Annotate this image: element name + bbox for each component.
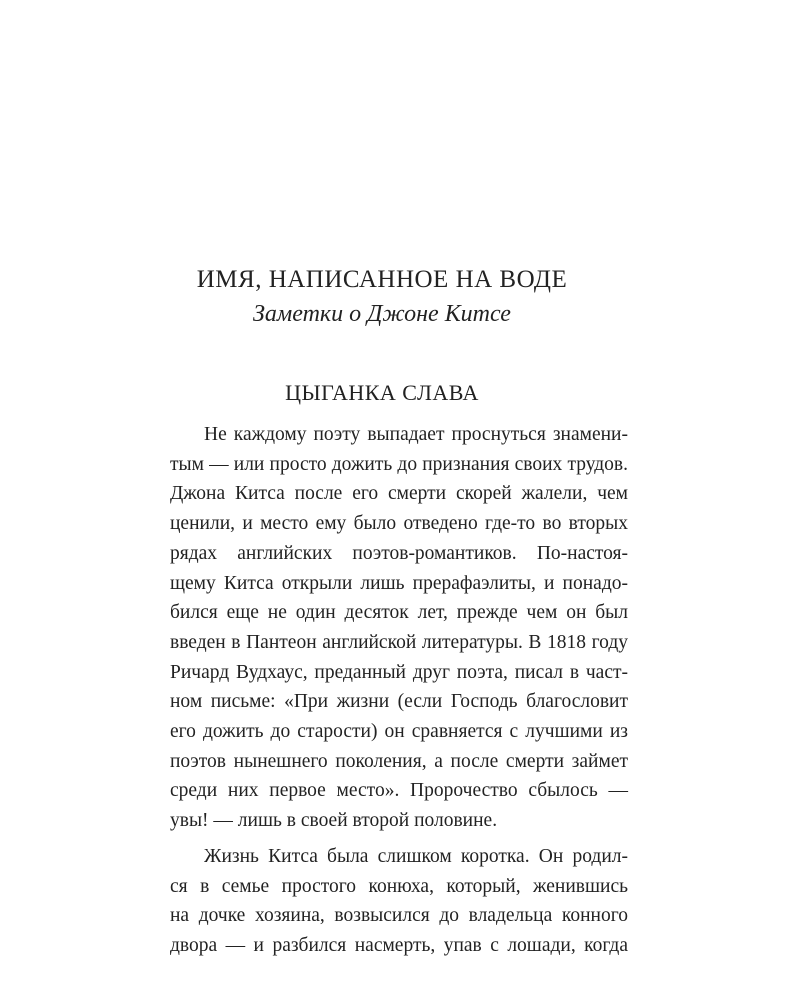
paragraph-2 xyxy=(136,842,628,961)
text-line: среди них первое место». Пророчество сбылось — xyxy=(170,780,628,802)
paragraph-1 xyxy=(136,420,628,836)
text-line: щему Китса открыли лишь прерафаэлиты, и понадо- xyxy=(170,572,628,594)
text-line: Джона Китса после его смерти скорей жалели, чем xyxy=(170,483,628,505)
text-line: поэтов нынешнего поколения, а после смерти займет xyxy=(170,750,628,772)
section-heading: ЦЫГАНКА СЛАВА xyxy=(285,380,479,405)
text-line: Ричард Вудхаус, преданный друг поэта, писал в част- xyxy=(170,661,628,683)
text-line: увы! — лишь в своей второй половине. xyxy=(170,810,498,832)
text-line: его дожить до старости) он сравняется с лучшими из xyxy=(170,721,628,743)
text-line: рядах английских поэтов-романтиков. По-настоя- xyxy=(170,542,628,564)
text-line: ценили, и место ему было отведено где-то во вторых xyxy=(170,513,628,535)
text-line: введен в Пантеон английской литературы. В 1818 году xyxy=(170,631,628,653)
chapter-subtitle: Заметки о Джоне Китсе xyxy=(253,301,511,327)
text-line: тым — или просто дожить до признания своих трудов. xyxy=(170,453,628,475)
text-line: Не каждому поэту выпадает проснуться знамени- xyxy=(204,424,628,445)
text-line: Жизнь Китса была слишком коротка. Он родил- xyxy=(204,845,628,867)
chapter-title: ИМЯ, НАПИСАННОЕ НА ВОДЕ xyxy=(196,266,568,293)
text-line: бился еще не один десяток лет, прежде чем он был xyxy=(170,602,628,624)
text-line: на дочке хозяина, возвысился до владельца конного xyxy=(170,905,628,927)
text-line: двора — и разбился насмерть, упав с лошади, когда xyxy=(170,934,628,956)
book-page xyxy=(136,262,628,961)
text-line: ся в семье простого конюха, который, женившись xyxy=(170,875,628,897)
text-line: ном письме: «При жизни (если Господь благословит xyxy=(170,691,628,713)
